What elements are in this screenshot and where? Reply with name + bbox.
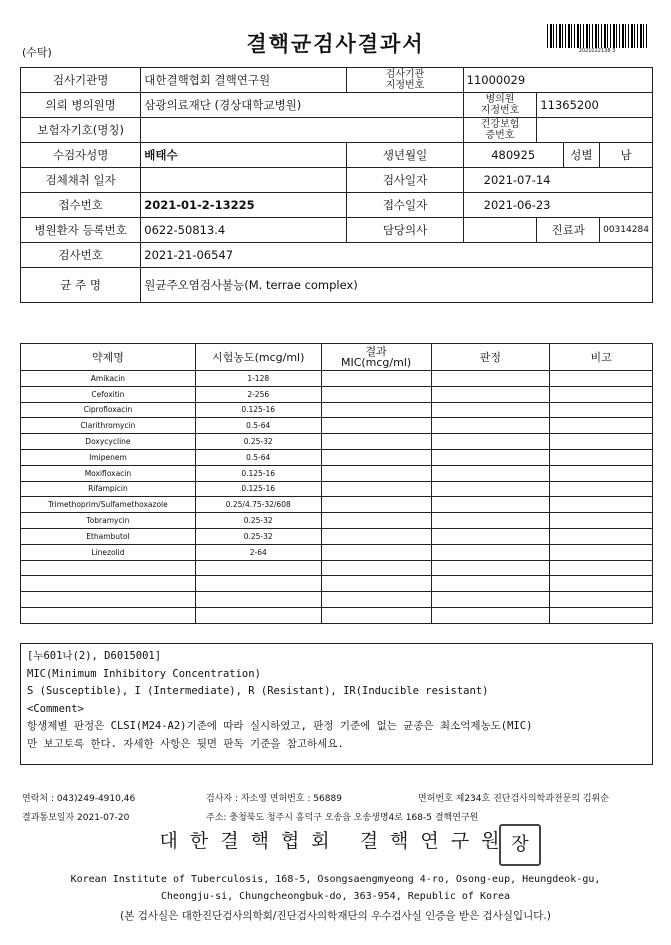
drug-name: Tobramycin <box>21 513 196 529</box>
address-en-1: Korean Institute of Tuberculosis, 168-5, Osongsaengmyeong 4-ro, Osong-eup, Heungdeok-gu, <box>70 874 601 885</box>
hosp-code-label: 병의원 지정번호 <box>463 93 537 118</box>
drug-mic <box>321 513 431 529</box>
doctor-label: 담당의사 <box>347 218 463 243</box>
drug-range: 0.25-32 <box>195 528 321 544</box>
birth-value: 480925 <box>463 143 563 168</box>
document-title: 결핵균검사결과서 <box>246 32 425 56</box>
drug-name: Rifampicin <box>21 481 196 497</box>
drug-range: 2-256 <box>195 386 321 402</box>
drug-name: Ciprofloxacin <box>21 402 196 418</box>
notes-mic-def: MIC(Minimum Inhibitory Concentration) <box>27 667 261 680</box>
dept-value: 00314284 <box>600 218 653 243</box>
notes-code: [누601나(2), D6015001] <box>27 650 162 662</box>
sex-label: 성별 <box>563 143 599 168</box>
drug-mic <box>321 544 431 560</box>
drug-range: 0.25-32 <box>195 434 321 450</box>
barcode-number: 2021022138 3 <box>578 48 616 54</box>
doctor-value <box>463 218 537 243</box>
inst-code-label: 검사기관 지정번호 <box>347 68 463 93</box>
institution-value: 대한결핵협회 결핵연구원 <box>141 68 347 93</box>
drug-judgment <box>431 528 550 544</box>
institute-name: 대한결핵협회 결핵연구원 <box>159 830 512 852</box>
exam-no-value: 2021-21-06547 <box>141 243 653 268</box>
header-concentration: 시험농도(mcg/ml) <box>195 344 321 371</box>
health-no-label: 건강보험 증번호 <box>463 118 537 143</box>
drug-row <box>21 481 653 497</box>
drug-remark <box>550 513 653 529</box>
drug-name: Imipenem <box>21 449 196 465</box>
drug-judgment <box>431 418 550 434</box>
drug-remark <box>550 544 653 560</box>
drug-range: 1-128 <box>195 371 321 387</box>
receipt-tag: (수탁) <box>22 46 52 59</box>
drug-range: 0.5-64 <box>195 449 321 465</box>
notes-comment-1: 항생제별 판정은 CLSI(M24-A2)기준에 따라 실시하였고, 판정 기준에 없는 균종은 최소억제농도(MIC) <box>27 720 533 732</box>
drug-judgment <box>431 576 550 592</box>
drug-mic <box>321 386 431 402</box>
drug-mic <box>321 434 431 450</box>
drug-row <box>21 402 653 418</box>
drug-remark <box>550 592 653 608</box>
header-mic: 결과 MIC(mcg/ml) <box>321 344 431 371</box>
drug-name: Doxycycline <box>21 434 196 450</box>
official-stamp: 장 <box>499 824 541 866</box>
drug-row <box>21 449 653 465</box>
drug-row <box>21 592 653 608</box>
receipt-date-value: 2021-06-23 <box>463 193 652 218</box>
address-kr: 주소: 충청북도 청주시 흥덕구 오송읍 오송생명4로 168-5 결핵연구원 <box>206 813 479 823</box>
drug-remark <box>550 560 653 576</box>
drug-judgment <box>431 386 550 402</box>
drug-name: Clarithromycin <box>21 418 196 434</box>
drug-name: Moxifloxacin <box>21 465 196 481</box>
drug-mic <box>321 371 431 387</box>
patient-info-table <box>20 67 653 303</box>
drug-range: 0.125-16 <box>195 465 321 481</box>
drug-range: 2-64 <box>195 544 321 560</box>
drug-mic <box>321 402 431 418</box>
drug-row <box>21 528 653 544</box>
drug-row <box>21 560 653 576</box>
drug-mic <box>321 449 431 465</box>
notes-comment-title: <Comment> <box>27 702 84 715</box>
drug-judgment <box>431 465 550 481</box>
drug-judgment <box>431 497 550 513</box>
institution-label: 검사기관명 <box>21 68 141 93</box>
drug-mic <box>321 592 431 608</box>
drug-mic <box>321 465 431 481</box>
report-date: 결과통보일자 2021-07-20 <box>22 813 130 823</box>
receipt-no-value: 2021-01-2-13225 <box>141 193 347 218</box>
drug-name: Ethambutol <box>21 528 196 544</box>
drug-row <box>21 386 653 402</box>
drug-remark <box>550 386 653 402</box>
barcode <box>547 24 647 54</box>
inst-code-value: 11000029 <box>463 68 652 93</box>
contact: 연락처 : 043)249-4910,46 <box>22 794 136 804</box>
drug-mic <box>321 481 431 497</box>
drug-name: Linezolid <box>21 544 196 560</box>
exam-no-label: 검사번호 <box>21 243 141 268</box>
collect-date-label: 검체채취 일자 <box>21 168 141 193</box>
drug-row <box>21 371 653 387</box>
requester-label: 의뢰 병의원명 <box>21 93 141 118</box>
requester-value: 삼광의료재단 (경상대학교병원) <box>141 93 463 118</box>
drug-name <box>21 607 196 623</box>
drug-name: Trimethoprim/Sulfamethoxazole <box>21 497 196 513</box>
drug-remark <box>550 481 653 497</box>
receipt-date-label: 접수일자 <box>347 193 463 218</box>
drug-row <box>21 497 653 513</box>
drug-judgment <box>431 371 550 387</box>
drug-susceptibility-table <box>20 343 653 624</box>
hosp-code-value: 11365200 <box>537 93 653 118</box>
drug-judgment <box>431 513 550 529</box>
drug-row <box>21 434 653 450</box>
drug-judgment <box>431 592 550 608</box>
drug-remark <box>550 418 653 434</box>
drug-remark <box>550 434 653 450</box>
bacteria-value: 원균주오염검사불능(M. terrae complex) <box>141 268 653 303</box>
sex-value: 남 <box>600 143 653 168</box>
drug-name: Amikacin <box>21 371 196 387</box>
drug-mic <box>321 528 431 544</box>
drug-judgment <box>431 434 550 450</box>
header-remark: 비고 <box>550 344 653 371</box>
drug-range <box>195 607 321 623</box>
name-label: 수검자성명 <box>21 143 141 168</box>
header-drug: 약제명 <box>21 344 196 371</box>
drug-mic <box>321 607 431 623</box>
drug-remark <box>550 449 653 465</box>
drug-range: 0.125-16 <box>195 402 321 418</box>
drug-mic <box>321 497 431 513</box>
insured-value <box>141 118 463 143</box>
test-date-value: 2021-07-14 <box>463 168 652 193</box>
drug-mic <box>321 418 431 434</box>
drug-range: 0.25-32 <box>195 513 321 529</box>
drug-judgment <box>431 544 550 560</box>
drug-range <box>195 560 321 576</box>
header-judgment: 판정 <box>431 344 550 371</box>
drug-remark <box>550 528 653 544</box>
drug-remark <box>550 607 653 623</box>
drug-remark <box>550 465 653 481</box>
test-date-label: 검사일자 <box>347 168 463 193</box>
drug-judgment <box>431 481 550 497</box>
dept-label: 진료과 <box>537 218 600 243</box>
examiner: 검사자 : 자소영 면허번호 : 56889 <box>206 794 342 804</box>
drug-range <box>195 576 321 592</box>
drug-name: Cefoxitin <box>21 386 196 402</box>
drug-judgment <box>431 607 550 623</box>
collect-date-value <box>141 168 347 193</box>
bacteria-label: 균 주 명 <box>21 268 141 303</box>
drug-remark <box>550 371 653 387</box>
drug-range: 0.25/4.75-32/608 <box>195 497 321 513</box>
drug-range <box>195 592 321 608</box>
drug-range: 0.125-16 <box>195 481 321 497</box>
health-no-value <box>537 118 653 143</box>
drug-row <box>21 544 653 560</box>
drug-judgment <box>431 449 550 465</box>
drug-remark <box>550 576 653 592</box>
drug-mic <box>321 560 431 576</box>
drug-name <box>21 560 196 576</box>
barcode-bars <box>547 24 647 48</box>
drug-row <box>21 576 653 592</box>
drug-range: 0.5-64 <box>195 418 321 434</box>
drug-remark <box>550 497 653 513</box>
drug-judgment <box>431 560 550 576</box>
patient-no-label: 병원환자 등록번호 <box>21 218 141 243</box>
notes-legend: S (Susceptible), I (Intermediate), R (Resistant), IR(Inducible resistant) <box>27 685 489 697</box>
name-value: 배태수 <box>141 143 347 168</box>
address-en-2: Cheongju-si, Chungcheongbuk-do, 363-954, Republic of Korea <box>160 891 511 902</box>
drug-row <box>21 607 653 623</box>
birth-label: 생년월일 <box>347 143 463 168</box>
receipt-no-label: 접수번호 <box>21 193 141 218</box>
certification: (본 검사실은 대한진단검사의학회/진단검사의학재단의 우수검사실 인증을 받은 검사실입니다.) <box>120 910 551 922</box>
notes-box <box>20 643 653 765</box>
drug-name <box>21 592 196 608</box>
drug-name <box>21 576 196 592</box>
director-license: 면허번호 제234호 진단검사의학과전문의 김위순 <box>418 794 609 804</box>
drug-row <box>21 513 653 529</box>
drug-row <box>21 465 653 481</box>
drug-row <box>21 418 653 434</box>
drug-judgment <box>431 402 550 418</box>
drug-remark <box>550 402 653 418</box>
notes-comment-2: 만 보고토록 한다. 자세한 사항은 뒷면 판독 기준을 참고하세요. <box>27 737 344 750</box>
insured-label: 보험자기호(명칭) <box>21 118 141 143</box>
patient-no-value: 0622-50813.4 <box>141 218 347 243</box>
drug-mic <box>321 576 431 592</box>
